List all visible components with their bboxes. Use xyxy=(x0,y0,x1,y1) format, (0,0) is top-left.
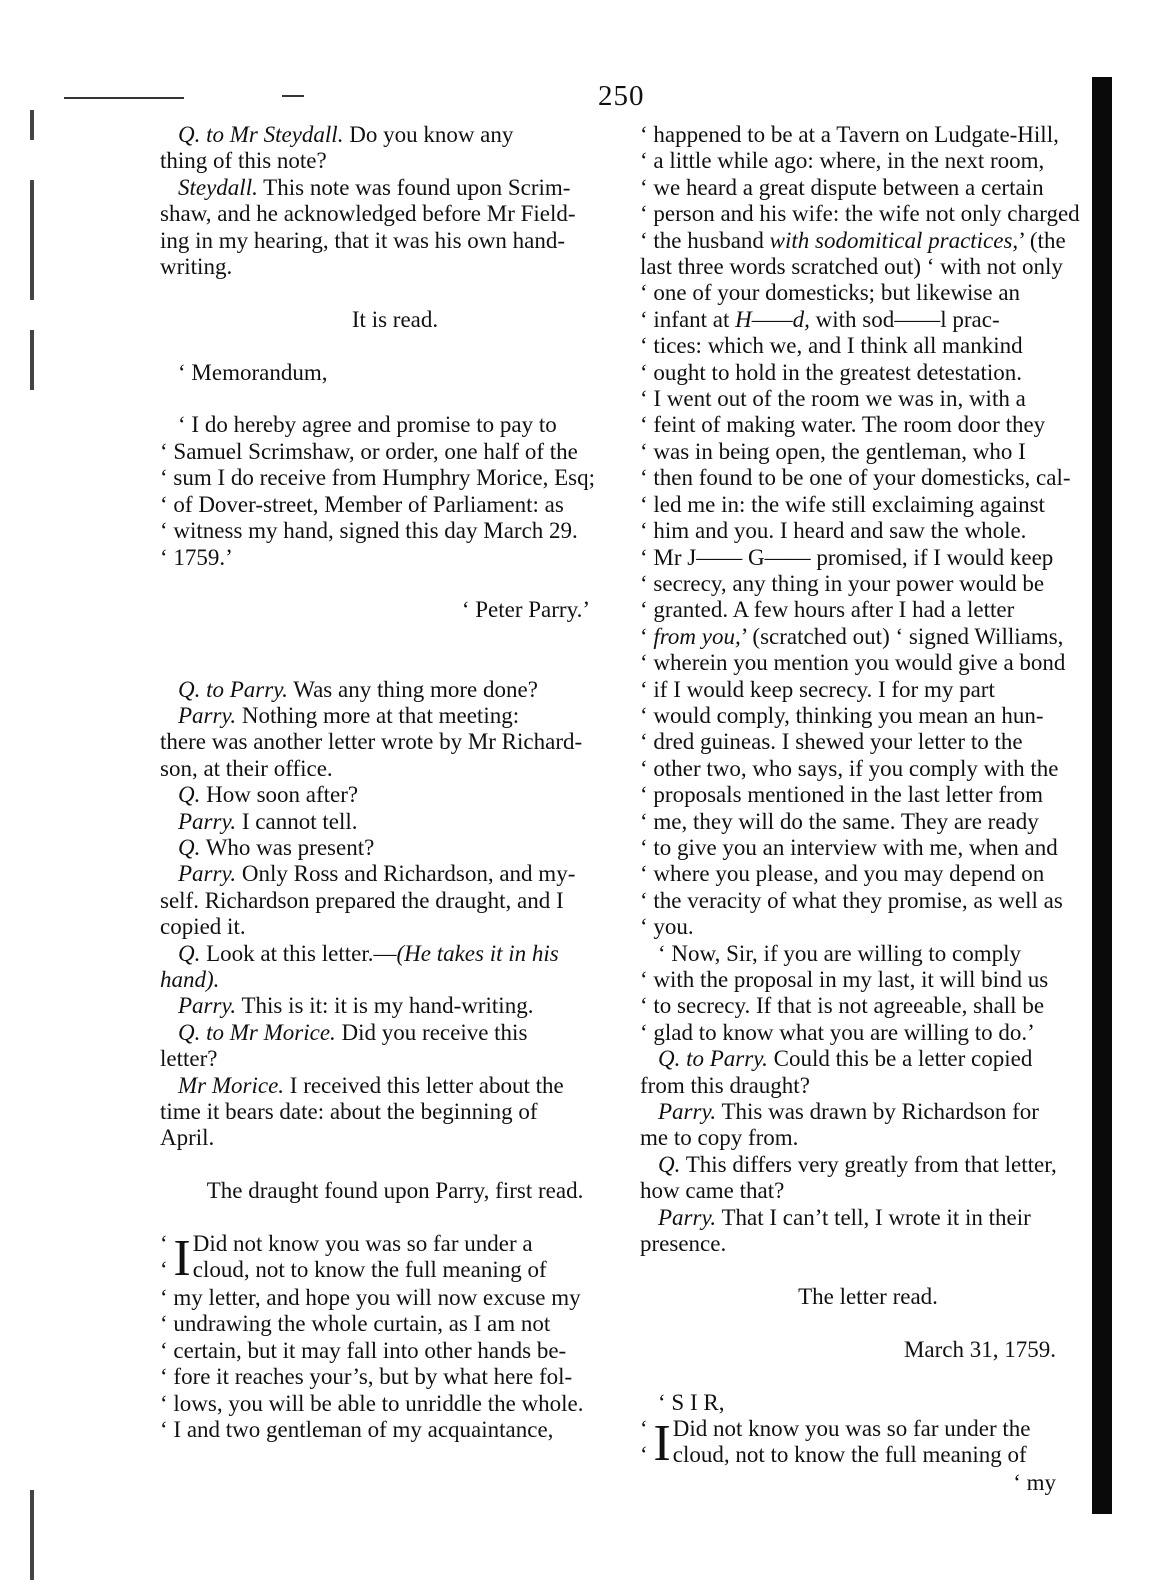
line-spacer xyxy=(640,1257,1096,1283)
text-run: ’ (scratched out) ‘ signed Williams, xyxy=(740,623,1064,649)
text-run: ‘ would comply, thinking you mean an hun- xyxy=(640,702,1044,728)
text-line xyxy=(640,228,1096,254)
text-run: It is read. xyxy=(351,306,439,332)
text-run: ‘ I do hereby agree and promise to pay to xyxy=(178,412,557,438)
text-run: ‘ tices: which we, and I think all mankind xyxy=(640,333,1023,359)
text-line xyxy=(640,1470,1096,1496)
text-line xyxy=(160,1311,630,1337)
text-line xyxy=(640,597,1096,623)
text-run: ‘ then found to be one of your domesticks, cal- xyxy=(640,465,1071,491)
scan-edge-marks xyxy=(0,90,40,1590)
text-line xyxy=(640,624,1096,650)
text-line xyxy=(160,597,630,623)
text-run: ‘ Samuel Scrimshaw, or order, one half of the xyxy=(160,438,578,464)
text-line xyxy=(640,861,1096,887)
text-line xyxy=(640,201,1096,227)
text-run: ‘ my xyxy=(1013,1469,1056,1495)
text-run: ‘ one of your domesticks; but likewise an xyxy=(640,280,1021,306)
text-run: from this draught? xyxy=(640,1072,810,1098)
text-line xyxy=(640,1073,1096,1099)
italic-run: Parry. xyxy=(178,702,237,728)
drop-cap-letter: I xyxy=(173,1230,191,1288)
text-run: ‘ the veracity of what they promise, as well as xyxy=(640,887,1063,913)
drop-cap-paragraph xyxy=(640,1416,1096,1470)
text-line xyxy=(160,1178,630,1204)
text-run: ‘ Peter Parry.’ xyxy=(461,597,590,623)
text-line xyxy=(640,650,1096,676)
text-run: ’ (the xyxy=(1018,227,1066,253)
text-run: ‘ to give you an interview with me, when and xyxy=(640,834,1058,860)
opening-quote: ‘ xyxy=(640,1415,654,1441)
right-column xyxy=(640,122,1096,1496)
text-line: Did not know you was so far under a xyxy=(192,1231,533,1257)
text-run: ‘ S I R, xyxy=(658,1389,725,1415)
text-run: Did you receive this xyxy=(335,1019,528,1045)
text-run: ‘ was in being open, the gentleman, who I xyxy=(640,438,1026,464)
text-run: ‘ where you please, and you may depend on xyxy=(640,861,1045,887)
text-run: Look at this letter.— xyxy=(200,940,397,966)
text-line xyxy=(640,967,1096,993)
text-line xyxy=(640,703,1096,729)
text-line xyxy=(160,492,630,518)
italic-run: Steydall. xyxy=(178,174,258,200)
text-line xyxy=(640,1205,1096,1231)
text-run: That I can’t tell, I wrote it in their xyxy=(716,1204,1031,1230)
text-line xyxy=(160,782,630,808)
text-line xyxy=(640,280,1096,306)
text-run: ‘ the husband xyxy=(640,227,770,253)
text-line xyxy=(640,412,1096,438)
text-run: ‘ I went out of the room we was in, with a xyxy=(640,386,1026,412)
text-line: Did not know you was so far under the xyxy=(672,1415,1031,1441)
italic-run: Q. xyxy=(658,1151,681,1177)
text-run: ‘ lows, you will be able to unriddle the whole. xyxy=(160,1390,584,1416)
italic-run: Parry. xyxy=(658,1099,717,1125)
text-line xyxy=(160,412,630,438)
italic-run: Parry. xyxy=(658,1204,717,1230)
text-line xyxy=(640,1231,1096,1257)
text-run: How soon after? xyxy=(200,782,359,808)
text-line xyxy=(640,1020,1096,1046)
text-line xyxy=(640,677,1096,703)
text-run: The draught found upon Parry, first read. xyxy=(206,1178,584,1204)
text-run: ‘ fore it reaches your’s, but by what here fol- xyxy=(160,1364,573,1390)
text-run: ‘ I and two gentleman of my acquaintance, xyxy=(160,1417,554,1443)
text-line xyxy=(160,888,630,914)
text-line xyxy=(160,809,630,835)
text-run: ‘ ought to hold in the greatest detestation. xyxy=(640,359,1022,385)
text-line xyxy=(640,1099,1096,1125)
line-spacer xyxy=(160,280,630,306)
header-rule-left xyxy=(64,97,184,99)
italic-run: Parry. xyxy=(178,808,237,834)
text-run: Could this be a letter copied xyxy=(767,1046,1033,1072)
text-run: This was drawn by Richardson for xyxy=(716,1099,1039,1125)
text-line xyxy=(160,914,630,940)
text-run: ‘ Now, Sir, if you are willing to comply xyxy=(658,940,1021,966)
text-line xyxy=(640,254,1096,280)
text-run: ‘ my letter, and hope you will now excuse my xyxy=(160,1285,581,1311)
text-run: copied it. xyxy=(160,914,246,940)
text-line xyxy=(640,1046,1096,1072)
text-line: cloud, not to know the full meaning of xyxy=(672,1442,1027,1468)
text-run: ‘ we heard a great dispute between a certain xyxy=(640,174,1044,200)
text-run: This is it: it is my hand-writing. xyxy=(236,993,534,1019)
text-line xyxy=(640,148,1096,174)
text-run: I cannot tell. xyxy=(236,808,358,834)
text-line xyxy=(640,307,1096,333)
text-run: ‘ if I would keep secrecy. I for my part xyxy=(640,676,995,702)
text-run: ‘ proposals mentioned in the last letter from xyxy=(640,782,1044,808)
italic-run: Q. to Parry. xyxy=(658,1046,768,1072)
text-line xyxy=(640,756,1096,782)
text-line xyxy=(640,1178,1096,1204)
italic-run: Parry. xyxy=(178,993,237,1019)
text-line xyxy=(160,1285,630,1311)
text-line xyxy=(160,254,630,280)
text-line xyxy=(640,1284,1096,1310)
text-run: This differs very greatly from that letter, xyxy=(680,1151,1057,1177)
text-line xyxy=(640,518,1096,544)
text-run: time it bears date: about the beginning of xyxy=(160,1099,538,1125)
italic-run: Q. xyxy=(178,940,201,966)
text-line xyxy=(640,782,1096,808)
line-spacer xyxy=(160,333,630,359)
text-line xyxy=(640,333,1096,359)
text-run: ‘ led me in: the wife still exclaiming against xyxy=(640,491,1045,517)
text-run: self. Richardson prepared the draught, and I xyxy=(160,887,564,913)
text-line xyxy=(160,360,630,386)
text-run: ‘ with the proposal in my last, it will bind us xyxy=(640,967,1049,992)
text-run: Nothing more at that meeting: xyxy=(236,702,520,728)
text-run: son, at their office. xyxy=(160,755,333,781)
text-line xyxy=(160,835,630,861)
text-run: ‘ 1759.’ xyxy=(160,544,233,570)
text-line xyxy=(160,756,630,782)
text-line xyxy=(160,1073,630,1099)
text-run: letter? xyxy=(160,1046,218,1072)
opening-quote: ‘ xyxy=(640,1442,654,1468)
text-run: The letter read. xyxy=(798,1283,938,1309)
text-run: ‘ glad to know what you are willing to do.’ xyxy=(640,1019,1035,1045)
text-run: ‘ sum I do receive from Humphry Morice, Esq; xyxy=(160,465,595,491)
text-run: ‘ xyxy=(640,623,654,649)
drop-cap-letter: I xyxy=(653,1414,671,1472)
text-run: ‘ wherein you mention you would give a bond xyxy=(640,650,1066,676)
drop-cap-paragraph xyxy=(160,1230,630,1288)
text-run: This note was found upon Scrim- xyxy=(257,174,571,200)
text-line xyxy=(160,677,630,703)
text-line xyxy=(640,492,1096,518)
text-run: ‘ a little while ago: where, in the next room, xyxy=(640,148,1045,174)
text-run: thing of this note? xyxy=(160,148,327,174)
text-run: ‘ of Dover-street, Member of Parliament: as xyxy=(160,491,564,517)
text-line xyxy=(640,545,1096,571)
text-line xyxy=(640,360,1096,386)
text-run: ‘ dred guineas. I shewed your letter to the xyxy=(640,729,1023,755)
left-column xyxy=(160,122,630,1444)
text-run: ‘ granted. A few hours after I had a letter xyxy=(640,597,1015,623)
text-line xyxy=(640,175,1096,201)
text-line xyxy=(160,175,630,201)
text-run: with sod——l prac- xyxy=(809,306,1000,332)
text-run: ‘ Mr J—— G—— promised, if I would keep xyxy=(640,544,1054,570)
text-line xyxy=(160,1099,630,1125)
text-line xyxy=(160,967,630,993)
text-line xyxy=(160,307,630,333)
text-run: I received this letter about the xyxy=(284,1072,564,1098)
italic-run: (He takes it in his xyxy=(396,940,559,966)
italic-run: Mr Morice. xyxy=(178,1072,285,1098)
text-run: ‘ feint of making water. The room door they xyxy=(640,412,1046,438)
line-spacer xyxy=(160,624,630,650)
text-line xyxy=(160,518,630,544)
text-run: ‘ witness my hand, signed this day March 29. xyxy=(160,518,578,544)
line-spacer xyxy=(160,1205,630,1231)
text-line xyxy=(160,1338,630,1364)
italic-run: Q. to Parry. xyxy=(178,676,288,702)
italic-run: with sodomitical practices, xyxy=(769,227,1019,253)
text-line xyxy=(640,835,1096,861)
text-line xyxy=(160,465,630,491)
text-line xyxy=(160,1125,630,1151)
text-line xyxy=(640,1152,1096,1178)
text-line xyxy=(640,1337,1096,1363)
text-line xyxy=(640,941,1096,967)
text-run: presence. xyxy=(640,1231,727,1257)
text-run: Who was present? xyxy=(200,834,375,860)
text-run: how came that? xyxy=(640,1178,785,1204)
text-line xyxy=(160,1391,630,1417)
italic-run: Parry. xyxy=(178,861,237,887)
text-run: shaw, and he acknowledged before Mr Field- xyxy=(160,201,576,227)
line-spacer xyxy=(160,386,630,412)
text-line xyxy=(640,914,1096,940)
text-line xyxy=(640,888,1096,914)
text-line xyxy=(640,439,1096,465)
header-rule-mid xyxy=(282,95,304,97)
binding-shadow xyxy=(1092,77,1112,1514)
text-line xyxy=(640,809,1096,835)
text-line xyxy=(640,386,1096,412)
italic-run: H——d, xyxy=(735,306,810,332)
text-line xyxy=(160,545,630,571)
text-line xyxy=(160,1364,630,1390)
text-line xyxy=(160,1020,630,1046)
text-run: there was another letter wrote by Mr Richard- xyxy=(160,729,583,755)
text-run: Was any thing more done? xyxy=(287,676,538,702)
italic-run: Q. to Mr Morice. xyxy=(178,1019,336,1045)
italic-run: Q. xyxy=(178,782,201,808)
line-spacer xyxy=(160,650,630,676)
text-run: ‘ undrawing the whole curtain, as I am not xyxy=(160,1311,551,1337)
text-run: ‘ him and you. I heard and saw the whole. xyxy=(640,518,1027,544)
text-run: writing. xyxy=(160,254,233,280)
text-run: last three words scratched out) ‘ with not only xyxy=(640,254,1063,280)
text-line xyxy=(640,571,1096,597)
text-run: ‘ person and his wife: the wife not only charged xyxy=(640,201,1080,227)
text-run: March 31, 1759. xyxy=(903,1336,1056,1362)
text-line xyxy=(160,941,630,967)
text-run: ‘ secrecy, any thing in your power would be xyxy=(640,570,1045,596)
opening-quote: ‘ xyxy=(160,1231,174,1257)
italic-run: Q. xyxy=(178,834,201,860)
text-line xyxy=(640,465,1096,491)
text-run: April. xyxy=(160,1125,215,1151)
text-line xyxy=(640,1390,1096,1416)
line-spacer xyxy=(160,571,630,597)
text-run: Do you know any xyxy=(343,122,514,147)
text-line xyxy=(160,228,630,254)
text-run: ‘ happened to be at a Tavern on Ludgate-Hill, xyxy=(640,122,1059,147)
text-run: ‘ me, they will do the same. They are ready xyxy=(640,808,1039,834)
text-line xyxy=(160,122,630,148)
text-line xyxy=(160,993,630,1019)
text-line xyxy=(640,1125,1096,1151)
text-run: ‘ you. xyxy=(640,914,694,940)
text-run: ‘ certain, but it may fall into other hands be- xyxy=(160,1337,567,1363)
italic-run: hand). xyxy=(160,967,220,992)
opening-quote: ‘ xyxy=(160,1257,174,1283)
text-run: ‘ Memorandum, xyxy=(178,359,328,385)
text-line xyxy=(160,201,630,227)
text-line xyxy=(640,993,1096,1019)
text-run: Only Ross and Richardson, and my- xyxy=(236,861,576,887)
text-run: ‘ other two, who says, if you comply with the xyxy=(640,755,1059,781)
italic-run: from you, xyxy=(653,623,741,649)
italic-run: Q. to Mr Steydall. xyxy=(178,122,344,147)
text-line xyxy=(160,729,630,755)
text-run: ‘ to secrecy. If that is not agreeable, shall be xyxy=(640,993,1045,1019)
text-line xyxy=(160,439,630,465)
text-line xyxy=(160,1046,630,1072)
text-line xyxy=(160,1417,630,1443)
text-line xyxy=(160,861,630,887)
text-line xyxy=(640,729,1096,755)
line-spacer xyxy=(640,1310,1096,1336)
text-line xyxy=(160,703,630,729)
page-number: 250 xyxy=(598,80,645,112)
text-run: ‘ infant at xyxy=(640,306,736,332)
text-run: ing in my hearing, that it was his own hand- xyxy=(160,227,565,253)
text-run: me to copy from. xyxy=(640,1125,799,1151)
line-spacer xyxy=(640,1363,1096,1389)
text-line xyxy=(160,148,630,174)
text-line: cloud, not to know the full meaning of xyxy=(192,1257,547,1283)
text-line xyxy=(640,122,1096,148)
line-spacer xyxy=(160,1152,630,1178)
